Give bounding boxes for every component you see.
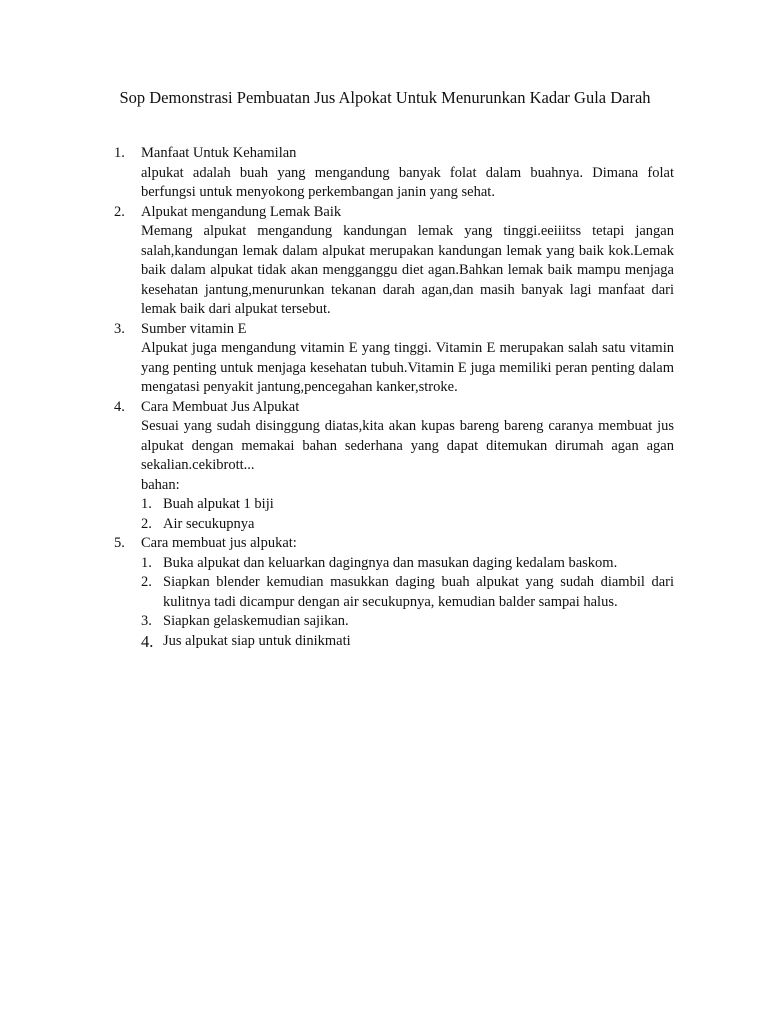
section-heading: Cara Membuat Jus Alpukat bbox=[141, 398, 300, 415]
item-number: 3. bbox=[141, 613, 152, 629]
section-langkah-membuat bbox=[96, 534, 674, 651]
item-number: 4. bbox=[141, 631, 154, 651]
item-text: Siapkan blender kemudian masukkan daging buah alpukat yang sudah diambil dari kulitnya tadi dicampur dengan air secukupnya, kemudian balder sampai halus. bbox=[163, 574, 674, 610]
section-cara-membuat bbox=[96, 398, 674, 535]
item-text: Jus alpukat siap untuk dinikmati bbox=[163, 632, 351, 649]
item-number: 1. bbox=[141, 496, 152, 512]
item-number: 2. bbox=[141, 515, 152, 532]
section-heading: Alpukat mengandung Lemak Baik bbox=[141, 203, 342, 220]
list-item bbox=[141, 573, 674, 612]
section-number: 3. bbox=[114, 320, 125, 337]
section-heading: Manfaat Untuk Kehamilan bbox=[141, 145, 297, 161]
section-paragraph: Alpukat juga mengandung vitamin E yang tinggi. Vitamin E merupakan salah satu vitamin yang penting untuk menjaga kesehatan tubuh.Vitamin E juga memiliki peran penting dalam mengatasi penyakit jantung,pencegahan kanker,stroke. bbox=[141, 340, 674, 395]
list-item bbox=[141, 495, 674, 515]
section-lemak-baik bbox=[96, 203, 674, 320]
list-item bbox=[141, 554, 674, 574]
list-item bbox=[141, 632, 674, 652]
section-number: 1. bbox=[114, 145, 125, 161]
document-title: Sop Demonstrasi Pembuatan Jus Alpokat Untuk Menurunkan Kadar Gula Darah bbox=[119, 88, 651, 107]
list-item bbox=[141, 515, 674, 535]
ingredients-label: bahan: bbox=[141, 476, 180, 493]
item-number: 2. bbox=[141, 574, 152, 590]
item-text: Buah alpukat 1 biji bbox=[163, 496, 274, 512]
section-number: 2. bbox=[114, 203, 125, 220]
section-manfaat-kehamilan bbox=[96, 144, 674, 203]
item-number: 1. bbox=[141, 554, 152, 571]
section-number: 4. bbox=[114, 398, 125, 415]
item-text: Air secukupnya bbox=[163, 515, 255, 532]
item-text: Buka alpukat dan keluarkan dagingnya dan masukan daging kedalam baskom. bbox=[163, 554, 618, 571]
section-paragraph: Sesuai yang sudah disinggung diatas,kita akan kupas bareng bareng caranya membuat jus alpukat dengan memakai bahan sederhana yang dapat ditemukan dirumah agan agan sekalian.cekibrott... bbox=[141, 418, 674, 473]
document-body bbox=[96, 144, 674, 651]
section-paragraph: alpukat adalah buah yang mengandung banyak folat dalam buahnya. Dimana folat berfungsi untuk menyokong perkembangan janin yang sehat. bbox=[141, 164, 674, 200]
section-vitamin-e bbox=[96, 320, 674, 398]
section-number: 5. bbox=[114, 535, 125, 551]
section-heading: Sumber vitamin E bbox=[141, 320, 247, 337]
section-paragraph: Memang alpukat mengandung kandungan lemak yang tinggi.eeiiitss tetapi jangan salah,kandungan lemak dalam alpukat merupakan kandungan lemak yang baik kok.Lemak baik dalam alpukat tidak akan mengganggu diet agan.Bahkan lemak baik mampu menjaga kesehatan jantung,menurunkan tekanan darah agan,dan masih banyak lagi manfaat dari lemak baik dari alpukat tersebut. bbox=[141, 223, 674, 317]
item-text: Siapkan gelaskemudian sajikan. bbox=[163, 613, 349, 629]
list-item bbox=[141, 612, 674, 632]
section-heading: Cara membuat jus alpukat: bbox=[141, 535, 297, 551]
